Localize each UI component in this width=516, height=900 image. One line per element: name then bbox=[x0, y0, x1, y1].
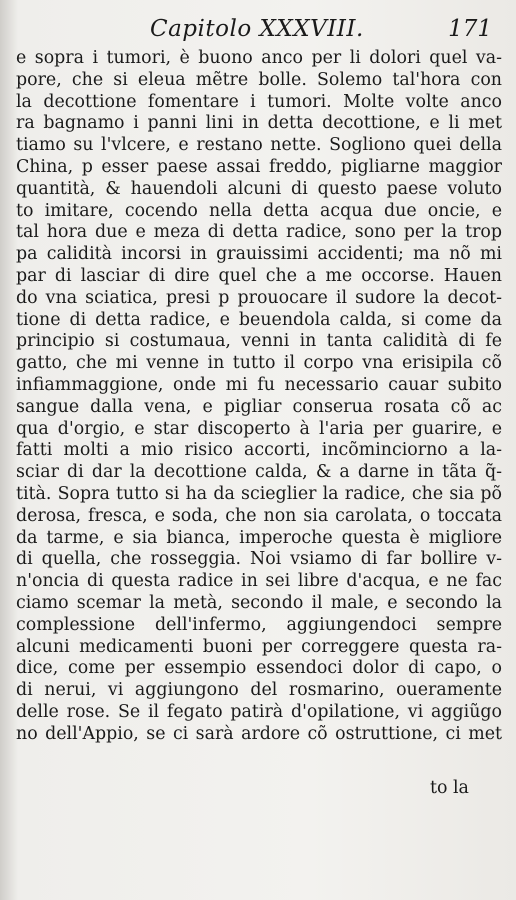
text-line: di quella, che rosseggia. Noi vsiamo di far bollire v- bbox=[16, 549, 502, 570]
text-line: e sopra i tumori, è buono anco per li dolori quel va- bbox=[16, 48, 502, 68]
text-line: quantità, & hauendoli alcuni di questo paese voluto bbox=[16, 178, 502, 199]
text-line: sciar di dar la decottione calda, & a darne in tãta q̃- bbox=[16, 462, 502, 483]
text-line: tiamo su l'vlcere, e restano nette. Sogliono quei della bbox=[16, 135, 502, 156]
text-line: n'oncia di questa radice in sei libre d'acqua, e ne fac bbox=[16, 571, 502, 592]
body-text bbox=[16, 48, 502, 746]
text-line: sangue dalla vena, e pigliar conserua rosata cõ ac bbox=[16, 396, 502, 417]
page-number: 171 bbox=[448, 16, 492, 42]
text-line: da tarme, e sia bianca, imperoche questa è migliore bbox=[16, 527, 502, 548]
page-header bbox=[0, 10, 516, 44]
text-line: ciamo scemar la metà, secondo il male, e secondo la bbox=[16, 592, 502, 613]
text-line: ra bagnamo i panni lini in detta decottione, e li met bbox=[16, 113, 502, 134]
text-line: China, p esser paese assai freddo, pigliarne maggior bbox=[16, 156, 502, 177]
text-line: complessione dell'infermo, aggiungendoci sempre bbox=[16, 614, 502, 635]
text-line: do vna sciatica, presi p prouocare il sudore la decot- bbox=[16, 287, 502, 308]
text-line: fatti molti a mio risico accorti, incõminciorno a la- bbox=[16, 440, 502, 461]
text-line: pa calidità incorsi in grauissimi accidenti; ma nõ mi bbox=[16, 244, 502, 265]
text-line: alcuni medicamenti buoni per correggere questa ra- bbox=[16, 636, 502, 657]
text-line: delle rose. Se il fegato patirà d'opilatione, vi aggiũgo bbox=[16, 701, 502, 722]
text-line: dice, come per essempio essendoci dolor di capo, o bbox=[16, 658, 502, 679]
text-line: qua d'orgio, e star discoperto à l'aria per guarire, e bbox=[16, 418, 502, 439]
text-line: di nerui, vi aggiungono del rosmarino, oueramente bbox=[16, 680, 502, 701]
text-line: la decottione fomentare i tumori. Molte volte anco bbox=[16, 91, 502, 112]
text-line: tal hora due e meza di detta radice, sono per la trop bbox=[16, 222, 502, 243]
text-line: to imitare, cocendo nella detta acqua due oncie, e bbox=[16, 200, 502, 221]
running-head: Capitolo XXXVIII. bbox=[150, 16, 364, 42]
text-line: tità. Sopra tutto si ha da scieglier la radice, che sia põ bbox=[16, 483, 502, 504]
text-line: pore, che si eleua mẽtre bolle. Solemo tal'hora con bbox=[16, 69, 502, 90]
text-line: no dell'Appio, se ci sarà ardore cõ ostruttione, ci met bbox=[16, 723, 502, 744]
text-line: gatto, che mi venne in tutto il corpo vna erisipila cõ bbox=[16, 353, 502, 374]
text-line: par di lasciar di dire quel che a me occorse. Hauen bbox=[16, 265, 502, 286]
text-line: derosa, fresca, e soda, che non sia carolata, o toccata bbox=[16, 505, 502, 526]
text-line: tione di detta radice, e beuendola calda, si come da bbox=[16, 309, 502, 330]
text-line: infiammaggione, onde mi fu necessario cauar subito bbox=[16, 374, 502, 395]
catchword: to la bbox=[430, 778, 469, 798]
text-line: principio si costumaua, venni in tanta calidità di fe bbox=[16, 331, 502, 352]
